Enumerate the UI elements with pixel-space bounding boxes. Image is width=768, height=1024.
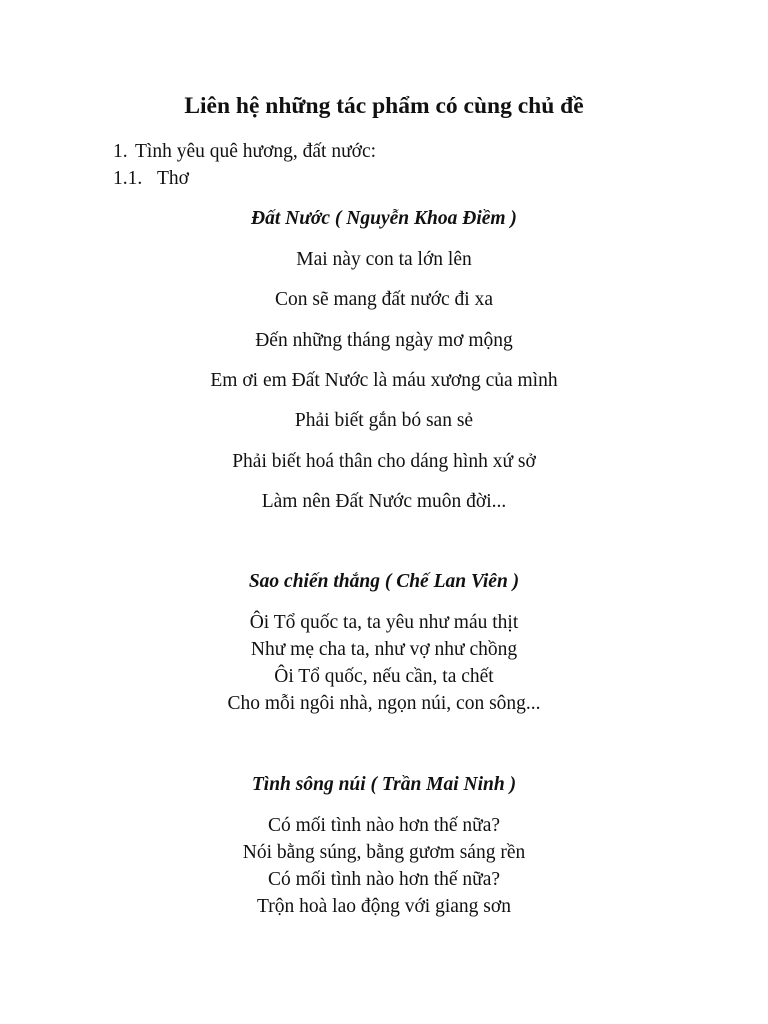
poem-title-sao-chien-thang: Sao chiến thắng ( Chế Lan Viên ) <box>248 571 520 592</box>
poem-line: Cho mỗi ngôi nhà, ngọn núi, con sông... <box>227 693 541 714</box>
section-number: 1.1. <box>113 168 143 189</box>
poem-line: Có mối tình nào hơn thế nữa? <box>267 869 501 890</box>
poem-title-dat-nuoc: Đất Nước ( Nguyễn Khoa Điềm ) <box>251 208 517 229</box>
document-title: Liên hệ những tác phẩm có cùng chủ đề <box>184 93 584 119</box>
poem-line: Trộn hoà lao động với giang sơn <box>257 896 511 917</box>
section-text: Thơ <box>157 168 189 189</box>
poem-line: Em ơi em Đất Nước là máu xương của mình <box>210 370 558 391</box>
poem-line: Nói bằng súng, bằng gươm sáng rền <box>242 842 526 863</box>
poem-title-tinh-song-nui: Tình sông núi ( Trần Mai Ninh ) <box>251 774 517 795</box>
section-heading-1 <box>113 141 376 163</box>
poem-line: Con sẽ mang đất nước đi xa <box>274 289 493 310</box>
section-number: 1. <box>113 141 128 162</box>
poem-line: Như mẹ cha ta, như vợ như chồng <box>250 639 518 660</box>
section-heading-1-1 <box>113 168 189 190</box>
poem-line: Ôi Tổ quốc, nếu cần, ta chết <box>274 666 494 687</box>
poem-line: Phải biết hoá thân cho dáng hình xứ sở <box>232 451 536 472</box>
poem-line: Mai này con ta lớn lên <box>296 249 472 270</box>
poem-line: Phải biết gắn bó san sẻ <box>294 410 474 431</box>
poem-line: Có mối tình nào hơn thế nữa? <box>267 815 501 836</box>
poem-line: Làm nên Đất Nước muôn đời... <box>261 491 507 512</box>
section-text: Tình yêu quê hương, đất nước: <box>135 141 377 162</box>
poem-line: Đến những tháng ngày mơ mộng <box>255 330 513 351</box>
poem-line: Ôi Tổ quốc ta, ta yêu như máu thịt <box>249 612 519 633</box>
